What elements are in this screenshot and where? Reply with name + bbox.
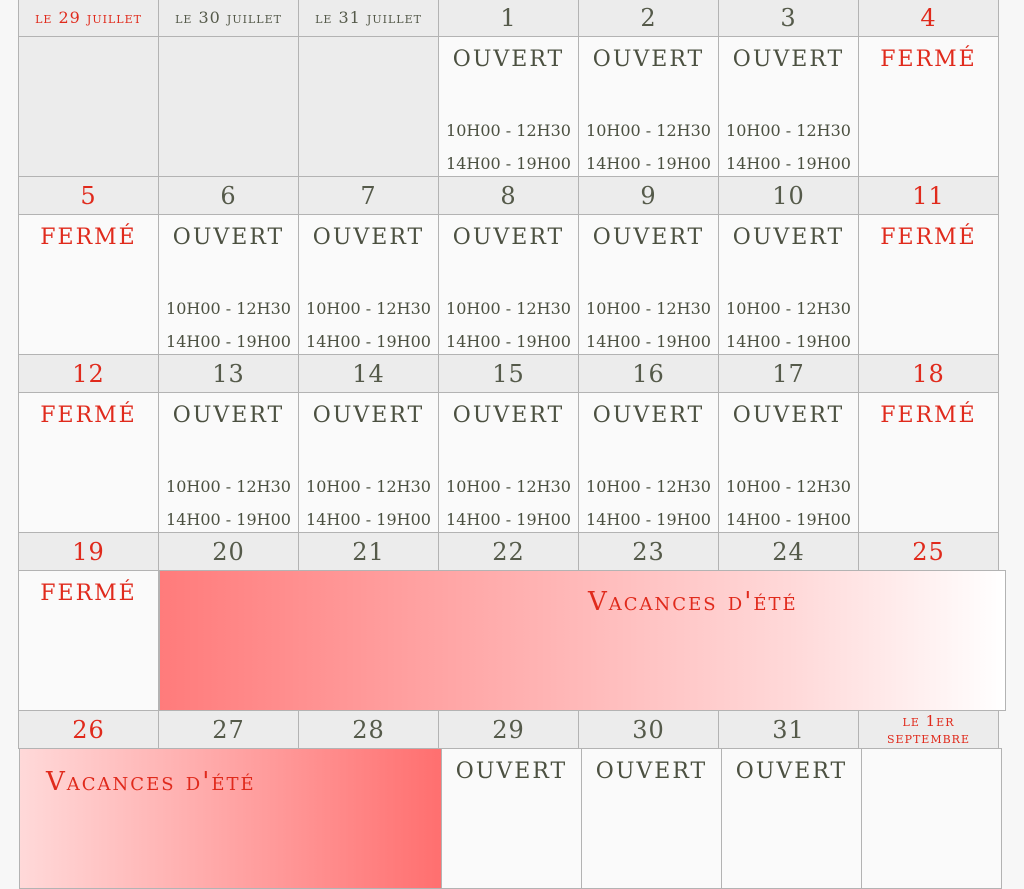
status-label: FERMÉ	[40, 581, 137, 606]
morning-hours: 10H00 - 12H30	[446, 477, 571, 496]
date-header: 10	[718, 176, 859, 215]
date-header: 14	[298, 354, 439, 393]
status-label: OUVERT	[595, 759, 708, 784]
day-cell	[18, 392, 159, 533]
date-header: 9	[578, 176, 719, 215]
afternoon-hours: 14H00 - 19H00	[306, 510, 431, 529]
morning-hours: 10H00 - 12H30	[586, 121, 711, 140]
date-header: le 30 juillet	[158, 0, 299, 37]
date-header: 18	[858, 354, 999, 393]
date-header: 8	[438, 176, 579, 215]
morning-hours: 10H00 - 12H30	[586, 299, 711, 318]
date-header: 1	[438, 0, 579, 37]
afternoon-hours: 14H00 - 19H00	[446, 154, 571, 173]
status-label: FERMÉ	[880, 47, 977, 72]
day-cell	[858, 392, 999, 533]
date-header: 16	[578, 354, 719, 393]
date-header: 5	[18, 176, 159, 215]
day-cell	[578, 214, 719, 355]
afternoon-hours: 14H00 - 19H00	[726, 510, 851, 529]
status-label: OUVERT	[452, 403, 565, 428]
morning-hours: 10H00 - 12H30	[306, 477, 431, 496]
vacation-label: Vacances d'été	[46, 767, 256, 797]
status-label: OUVERT	[312, 225, 425, 250]
day-cell	[858, 214, 999, 355]
day-cell	[578, 36, 719, 177]
day-row-1	[19, 37, 1006, 177]
header-row-4	[19, 533, 1006, 571]
status-label: OUVERT	[735, 759, 848, 784]
day-cell	[718, 36, 859, 177]
day-row-2	[19, 215, 1006, 355]
day-row-5	[19, 749, 1006, 889]
day-row-4	[19, 571, 1006, 711]
afternoon-hours: 14H00 - 19H00	[446, 332, 571, 351]
status-label: OUVERT	[732, 225, 845, 250]
date-header: le 1er septembre	[858, 710, 999, 749]
status-label: FERMÉ	[880, 403, 977, 428]
day-cell	[438, 36, 579, 177]
status-label: OUVERT	[732, 403, 845, 428]
date-header: le 31 juillet	[298, 0, 439, 37]
morning-hours: 10H00 - 12H30	[726, 477, 851, 496]
date-header: 15	[438, 354, 579, 393]
date-header: le 29 juillet	[18, 0, 159, 37]
day-row-3	[19, 393, 1006, 533]
date-header: 29	[438, 710, 579, 749]
date-header: 30	[578, 710, 719, 749]
date-header: 28	[298, 710, 439, 749]
morning-hours: 10H00 - 12H30	[586, 477, 711, 496]
date-header: 4	[858, 0, 999, 37]
day-cell	[718, 392, 859, 533]
morning-hours: 10H00 - 12H30	[166, 477, 291, 496]
calendar	[19, 0, 1006, 889]
afternoon-hours: 14H00 - 19H00	[166, 332, 291, 351]
day-cell	[578, 392, 719, 533]
day-cell	[441, 748, 582, 889]
status-label: OUVERT	[592, 47, 705, 72]
afternoon-hours: 14H00 - 19H00	[726, 154, 851, 173]
status-label: FERMÉ	[40, 403, 137, 428]
day-cell-empty	[18, 36, 159, 177]
header-row-2	[19, 177, 1006, 215]
morning-hours: 10H00 - 12H30	[306, 299, 431, 318]
date-header: 11	[858, 176, 999, 215]
day-cell	[438, 392, 579, 533]
afternoon-hours: 14H00 - 19H00	[446, 510, 571, 529]
day-cell	[581, 748, 722, 889]
date-header: 3	[718, 0, 859, 37]
date-header: 23	[578, 532, 719, 571]
status-label: OUVERT	[455, 759, 568, 784]
date-header: 22	[438, 532, 579, 571]
date-header: 2	[578, 0, 719, 37]
date-header: 24	[718, 532, 859, 571]
status-label: OUVERT	[452, 225, 565, 250]
status-label: OUVERT	[592, 225, 705, 250]
day-cell	[18, 570, 159, 711]
day-cell-empty	[158, 36, 299, 177]
date-header: 25	[858, 532, 999, 571]
day-cell	[298, 214, 439, 355]
afternoon-hours: 14H00 - 19H00	[586, 510, 711, 529]
day-cell-empty	[298, 36, 439, 177]
afternoon-hours: 14H00 - 19H00	[586, 332, 711, 351]
morning-hours: 10H00 - 12H30	[446, 121, 571, 140]
date-header: 7	[298, 176, 439, 215]
status-label: OUVERT	[312, 403, 425, 428]
header-row-5	[19, 711, 1006, 749]
status-label: OUVERT	[172, 403, 285, 428]
date-header: 12	[18, 354, 159, 393]
status-label: OUVERT	[592, 403, 705, 428]
vacation-label: Vacances d'été	[588, 587, 798, 617]
morning-hours: 10H00 - 12H30	[446, 299, 571, 318]
date-header: 17	[718, 354, 859, 393]
status-label: OUVERT	[732, 47, 845, 72]
status-label: OUVERT	[172, 225, 285, 250]
day-cell	[158, 214, 299, 355]
date-header: 19	[18, 532, 159, 571]
afternoon-hours: 14H00 - 19H00	[306, 332, 431, 351]
afternoon-hours: 14H00 - 19H00	[166, 510, 291, 529]
date-header: 31	[718, 710, 859, 749]
status-label: OUVERT	[452, 47, 565, 72]
vacation-banner	[19, 748, 442, 889]
date-header: 6	[158, 176, 299, 215]
status-label: FERMÉ	[40, 225, 137, 250]
date-header: 20	[158, 532, 299, 571]
afternoon-hours: 14H00 - 19H00	[726, 332, 851, 351]
date-header: 27	[158, 710, 299, 749]
date-header: 13	[158, 354, 299, 393]
afternoon-hours: 14H00 - 19H00	[586, 154, 711, 173]
header-row-3	[19, 355, 1006, 393]
day-cell	[298, 392, 439, 533]
day-cell	[858, 36, 999, 177]
morning-hours: 10H00 - 12H30	[166, 299, 291, 318]
day-cell	[438, 214, 579, 355]
header-row-1	[19, 0, 1006, 37]
day-cell	[18, 214, 159, 355]
day-cell	[861, 748, 1002, 889]
day-cell	[721, 748, 862, 889]
day-cell	[158, 392, 299, 533]
day-cell	[718, 214, 859, 355]
date-header: 21	[298, 532, 439, 571]
morning-hours: 10H00 - 12H30	[726, 121, 851, 140]
vacation-banner	[159, 570, 1006, 711]
morning-hours: 10H00 - 12H30	[726, 299, 851, 318]
date-header: 26	[18, 710, 159, 749]
status-label: FERMÉ	[880, 225, 977, 250]
